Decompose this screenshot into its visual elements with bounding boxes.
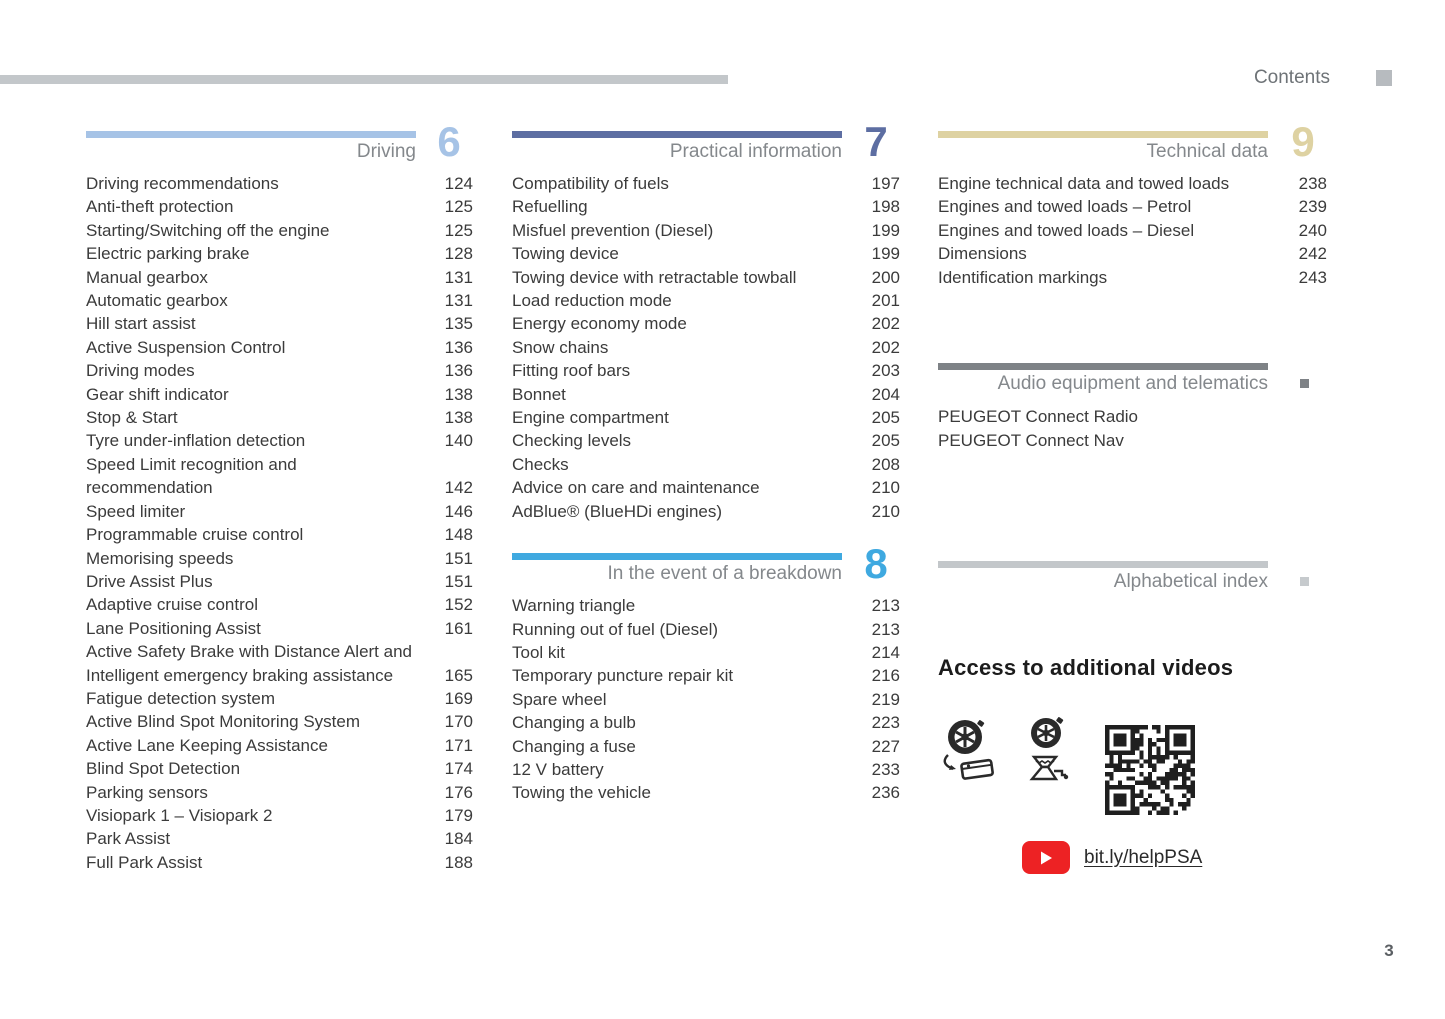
toc-entry-page: 131 xyxy=(444,291,473,311)
toc-entry-page: 148 xyxy=(444,525,473,545)
toc-entry-page: 170 xyxy=(444,712,473,732)
section-number: 7 xyxy=(864,118,888,165)
toc-entry-page: 142 xyxy=(444,478,473,498)
toc-entry[interactable] xyxy=(512,711,900,734)
toc-entry[interactable] xyxy=(86,687,473,710)
toc-entry-label: Temporary puncture repair kit xyxy=(512,666,734,686)
toc-entry-label: Drive Assist Plus xyxy=(86,571,213,591)
toc-entry-page: 179 xyxy=(444,805,473,825)
toc-entry-page: 174 xyxy=(444,759,473,779)
toc-entry-page: 203 xyxy=(871,361,900,381)
toc-entry-page: 161 xyxy=(444,618,473,638)
toc-entry[interactable] xyxy=(512,336,900,359)
toc-entry[interactable] xyxy=(86,312,473,335)
section-marker-square xyxy=(1300,577,1309,586)
toc-entry-label: Active Lane Keeping Assistance xyxy=(86,735,328,755)
toc-entry[interactable] xyxy=(938,429,1327,452)
toc-entry-label: Dimensions xyxy=(938,244,1027,264)
section-title: Technical data xyxy=(1146,141,1268,162)
toc-entry-page: 125 xyxy=(444,197,473,217)
video-link[interactable]: bit.ly/helpPSA xyxy=(1084,846,1203,868)
toc-entry-label: Towing the vehicle xyxy=(512,783,651,803)
toc-entry-page: 216 xyxy=(871,666,900,686)
toc-entry[interactable] xyxy=(86,617,473,640)
toc-entry-label: Compatibility of fuels xyxy=(512,174,669,193)
toc-entry-page: 151 xyxy=(444,571,473,591)
section-header-index xyxy=(938,558,1327,602)
toc-entry-label: Changing a fuse xyxy=(512,736,636,756)
section-header-driving xyxy=(86,118,473,172)
toc-entry-page: 202 xyxy=(871,314,900,334)
toc-entry[interactable] xyxy=(938,172,1327,195)
toc-entry-page: 240 xyxy=(1298,220,1327,240)
toc-entry-page: 176 xyxy=(444,782,473,802)
toc-entry[interactable] xyxy=(512,476,900,499)
toc-entry-label: Starting/Switching off the engine xyxy=(86,220,330,240)
section-header-audio xyxy=(938,360,1327,404)
toc-entry[interactable] xyxy=(512,195,900,218)
toc-entry-label: PEUGEOT Connect Radio xyxy=(938,407,1138,426)
qr-code xyxy=(1105,725,1195,815)
tyre-repair-kit-icon xyxy=(938,715,1002,792)
toc-entry-page: 223 xyxy=(871,713,900,733)
toc-breakdown xyxy=(512,594,900,805)
section-title: Practical information xyxy=(669,141,842,162)
toc-entry-page: 188 xyxy=(444,852,473,872)
toc-entry-page: 202 xyxy=(871,337,900,357)
section-audio-telematics xyxy=(938,360,1327,453)
toc-entry-label: Driving recommendations xyxy=(86,174,279,193)
toc-entry-page: 138 xyxy=(444,384,473,404)
toc-entry-label: Parking sensors xyxy=(86,782,208,802)
toc-entry-label: Towing device with retractable towball xyxy=(512,267,797,287)
toc-entry-page: 151 xyxy=(444,548,473,568)
toc-practical xyxy=(512,172,900,523)
toc-entry[interactable] xyxy=(86,359,473,382)
toc-entry[interactable] xyxy=(512,781,900,804)
toc-entry-label: Electric parking brake xyxy=(86,244,250,264)
page-number: 3 xyxy=(1384,941,1394,960)
toc-entry-label: Running out of fuel (Diesel) xyxy=(512,619,719,639)
toc-entry-page: 233 xyxy=(871,759,900,779)
toc-entry[interactable] xyxy=(512,312,900,335)
toc-entry-label: Stop & Start xyxy=(86,408,178,428)
toc-entry[interactable] xyxy=(512,735,900,758)
contents-marker-square xyxy=(1376,70,1392,86)
toc-entry-page: 197 xyxy=(871,174,900,193)
toc-entry[interactable] xyxy=(512,266,900,289)
toc-entry-label: Fitting roof bars xyxy=(512,361,631,381)
toc-entry-label: Engine technical data and towed loads xyxy=(938,174,1230,193)
toc-entry-label: Driving modes xyxy=(86,361,195,381)
toc-entry-label: Speed limiter xyxy=(86,501,186,521)
toc-entry-label: Engines and towed loads – Petrol xyxy=(938,197,1192,217)
toc-entry-page: 236 xyxy=(871,783,900,803)
toc-entry[interactable] xyxy=(512,429,900,452)
toc-entry-label: Load reduction mode xyxy=(512,291,672,311)
toc-entry[interactable] xyxy=(86,570,473,593)
toc-entry[interactable] xyxy=(86,172,473,195)
toc-entry-label: Changing a bulb xyxy=(512,713,636,733)
section-bar xyxy=(512,553,842,560)
toc-entry-label: Active Blind Spot Monitoring System xyxy=(86,712,361,732)
videos-heading: Access to additional videos xyxy=(938,655,1234,680)
toc-entry-label: Tool kit xyxy=(512,642,565,662)
section-number: 6 xyxy=(437,118,461,165)
toc-entry-page: 239 xyxy=(1298,197,1327,217)
toc-entry-label: Memorising speeds xyxy=(86,548,234,568)
toc-entry[interactable] xyxy=(512,406,900,429)
toc-entry-page: 169 xyxy=(444,688,473,708)
toc-entry[interactable] xyxy=(86,851,473,874)
toc-entry-label: Anti-theft protection xyxy=(86,197,234,217)
additional-videos-block xyxy=(938,655,1327,868)
toc-entry-page: 243 xyxy=(1298,267,1327,287)
toc-entry[interactable] xyxy=(86,336,473,359)
toc-entry-page: 208 xyxy=(871,454,900,474)
toc-entry-page: 204 xyxy=(871,384,900,404)
toc-entry-page: 198 xyxy=(871,197,900,217)
toc-entry-page: 205 xyxy=(871,431,900,451)
toc-entry-label: Active Suspension Control xyxy=(86,337,286,357)
section-marker-square xyxy=(1300,379,1309,388)
section-header-practical xyxy=(512,118,900,172)
toc-entry-page: 214 xyxy=(871,642,900,662)
toc-entry[interactable] xyxy=(86,523,473,546)
toc-entry-label: Engine compartment xyxy=(512,408,669,428)
toc-entry-label: Automatic gearbox xyxy=(86,291,228,311)
toc-entry[interactable] xyxy=(86,453,473,500)
toc-entry[interactable] xyxy=(512,688,900,711)
toc-entry-page: 136 xyxy=(444,361,473,381)
toc-entry-page: 152 xyxy=(444,595,473,615)
toc-entry-label: Towing device xyxy=(512,244,619,264)
toc-entry[interactable] xyxy=(86,242,473,265)
toc-entry-label: Blind Spot Detection xyxy=(86,759,241,779)
toc-entry[interactable] xyxy=(86,289,473,312)
toc-entry-label: Checks xyxy=(512,454,569,474)
tyre-jack-icon xyxy=(1016,715,1080,792)
toc-entry-label: Bonnet xyxy=(512,384,566,404)
toc-entry[interactable] xyxy=(512,289,900,312)
video-link-row xyxy=(1022,841,1202,874)
toc-entry[interactable] xyxy=(86,734,473,757)
toc-entry-label: Visiopark 1 – Visiopark 2 xyxy=(86,805,273,825)
toc-entry-page: 136 xyxy=(444,337,473,357)
toc-entry-page: 213 xyxy=(871,619,900,639)
toc-entry-label: Active Safety Brake with Distance Alert and Intelligent emergency braking assistance xyxy=(86,642,412,685)
toc-entry-page: 242 xyxy=(1298,244,1327,264)
toc-entry-page: 135 xyxy=(444,314,473,334)
section-number: 9 xyxy=(1291,118,1315,165)
toc-entry[interactable] xyxy=(512,219,900,242)
toc-entry[interactable] xyxy=(512,594,900,617)
toc-entry[interactable] xyxy=(86,804,473,827)
toc-entry-label: Hill start assist xyxy=(86,314,196,334)
toc-entry[interactable] xyxy=(938,242,1327,265)
section-number: 8 xyxy=(864,540,888,588)
column-driving xyxy=(86,118,473,874)
toc-entry-page: 210 xyxy=(871,478,900,498)
toc-entry-label: Programmable cruise control xyxy=(86,525,304,545)
toc-entry[interactable] xyxy=(86,406,473,429)
toc-entry-page: 199 xyxy=(871,244,900,264)
toc-entry-page: 238 xyxy=(1298,174,1327,193)
toc-entry-label: PEUGEOT Connect Nav xyxy=(938,431,1124,451)
toc-entry-page: 201 xyxy=(871,291,900,311)
toc-entry-label: Spare wheel xyxy=(512,689,607,709)
toc-entry-page: 131 xyxy=(444,267,473,287)
section-title: Driving xyxy=(356,141,416,162)
toc-entry[interactable] xyxy=(512,641,900,664)
toc-entry-label: Gear shift indicator xyxy=(86,384,229,404)
toc-entry-label: Energy economy mode xyxy=(512,314,687,334)
section-header-breakdown xyxy=(512,540,900,594)
column-technical xyxy=(938,118,1327,868)
toc-entry[interactable] xyxy=(512,664,900,687)
toc-entry[interactable] xyxy=(86,781,473,804)
toc-entry[interactable] xyxy=(86,710,473,733)
page-title: Contents xyxy=(1253,67,1330,88)
toc-entry-label: Adaptive cruise control xyxy=(86,595,258,615)
toc-entry[interactable] xyxy=(512,758,900,781)
toc-entry[interactable] xyxy=(938,195,1327,218)
header-divider-bar xyxy=(0,75,728,84)
toc-entry-label: Warning triangle xyxy=(512,596,636,616)
toc-entry-label: Checking levels xyxy=(512,431,632,451)
youtube-play-icon[interactable] xyxy=(1022,841,1070,874)
toc-entry[interactable] xyxy=(512,453,900,476)
toc-entry-label: Park Assist xyxy=(86,829,171,849)
toc-entry-label: Advice on care and maintenance xyxy=(512,478,760,498)
toc-entry[interactable] xyxy=(86,195,473,218)
toc-entry[interactable] xyxy=(938,266,1327,289)
toc-entry-label: 12 V battery xyxy=(512,759,604,779)
toc-audio xyxy=(938,405,1327,453)
toc-entry-page: 125 xyxy=(444,220,473,240)
toc-entry-page: 210 xyxy=(871,501,900,521)
toc-entry[interactable] xyxy=(86,219,473,242)
section-bar xyxy=(512,131,842,138)
toc-entry[interactable] xyxy=(938,405,1327,428)
section-bar xyxy=(938,561,1268,568)
toc-entry[interactable] xyxy=(86,266,473,289)
toc-entry-label: Manual gearbox xyxy=(86,267,208,287)
toc-entry-page: 184 xyxy=(444,829,473,849)
toc-technical xyxy=(938,172,1327,289)
toc-entry[interactable] xyxy=(512,618,900,641)
section-bar xyxy=(86,131,416,138)
toc-entry[interactable] xyxy=(512,242,900,265)
section-alphabetical-index xyxy=(938,558,1327,602)
toc-entry[interactable] xyxy=(86,640,473,687)
toc-entry-page: 124 xyxy=(444,174,473,193)
toc-entry[interactable] xyxy=(86,757,473,780)
toc-entry-label: AdBlue® (BlueHDi engines) xyxy=(512,501,723,521)
toc-entry-label: Speed Limit recognition and recommendation xyxy=(86,454,297,498)
toc-entry-label: Misfuel prevention (Diesel) xyxy=(512,220,714,240)
section-bar xyxy=(938,363,1268,370)
toc-entry-page: 146 xyxy=(444,501,473,521)
toc-entry[interactable] xyxy=(512,172,900,195)
toc-entry[interactable] xyxy=(86,827,473,850)
column-practical xyxy=(512,118,900,805)
toc-entry[interactable] xyxy=(86,547,473,570)
toc-entry[interactable] xyxy=(86,429,473,452)
toc-entry[interactable] xyxy=(86,500,473,523)
toc-entry-page: 205 xyxy=(871,408,900,428)
toc-entry-page: 138 xyxy=(444,408,473,428)
section-title: In the event of a breakdown xyxy=(607,563,842,585)
toc-entry-page: 140 xyxy=(444,431,473,451)
toc-entry-label: Full Park Assist xyxy=(86,852,203,872)
section-bar xyxy=(938,131,1268,138)
toc-entry-label: Tyre under-inflation detection xyxy=(86,431,306,451)
toc-entry[interactable] xyxy=(512,359,900,382)
toc-driving xyxy=(86,172,473,874)
toc-entry-page: 227 xyxy=(871,736,900,756)
toc-entry[interactable] xyxy=(512,500,900,523)
toc-entry[interactable] xyxy=(86,383,473,406)
toc-entry-page: 219 xyxy=(871,689,900,709)
toc-entry-label: Refuelling xyxy=(512,197,588,217)
toc-entry[interactable] xyxy=(86,593,473,616)
section-title: Alphabetical index xyxy=(1113,571,1268,592)
toc-entry-page: 165 xyxy=(444,665,473,685)
section-header-technical xyxy=(938,118,1327,172)
toc-entry-label: Fatigue detection system xyxy=(86,688,275,708)
toc-entry[interactable] xyxy=(512,383,900,406)
toc-entry-label: Lane Positioning Assist xyxy=(86,618,261,638)
toc-entry[interactable] xyxy=(938,219,1327,242)
toc-entry-label: Engines and towed loads – Diesel xyxy=(938,220,1195,240)
toc-entry-page: 213 xyxy=(871,596,900,616)
toc-entry-page: 200 xyxy=(871,267,900,287)
toc-entry-page: 199 xyxy=(871,220,900,240)
toc-entry-label: Snow chains xyxy=(512,337,609,357)
section-title: Audio equipment and telematics xyxy=(997,373,1268,394)
toc-entry-label: Identification markings xyxy=(938,267,1108,287)
toc-entry-page: 171 xyxy=(444,735,473,755)
toc-entry-page: 128 xyxy=(444,244,473,264)
